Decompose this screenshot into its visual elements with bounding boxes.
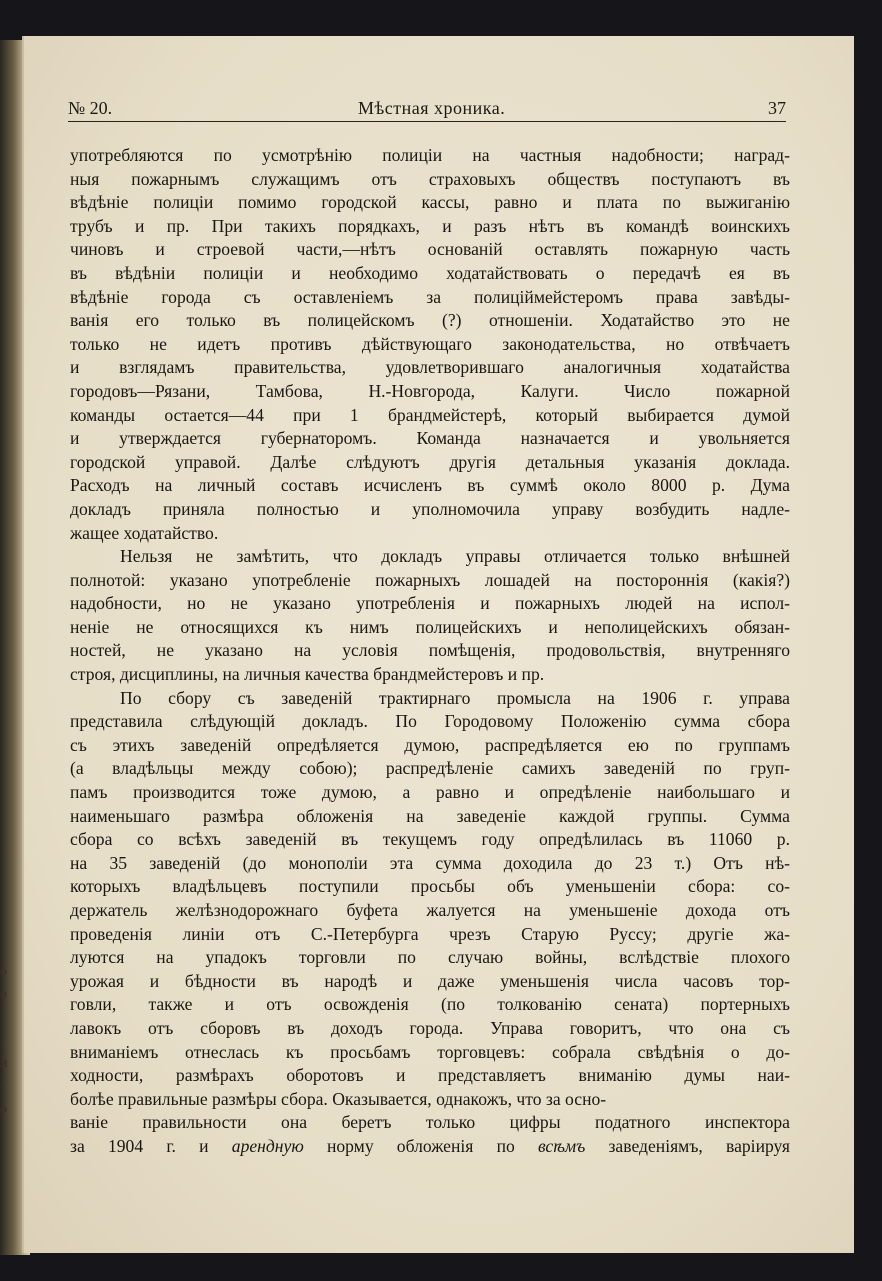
text-line: городской управой. Далѣе слѣдуютъ другія детальныя указанія доклада. bbox=[70, 451, 790, 472]
text-line: Расходъ на личный составъ исчисленъ въ суммѣ около 8000 р. Дума bbox=[70, 475, 790, 496]
text-line bbox=[70, 1135, 790, 1159]
text-line: луются на упадокъ торговли по случаю войны, вслѣдствіе плохого bbox=[70, 947, 790, 968]
text-line: ныя пожарнымъ служащимъ отъ страховыхъ обществъ поступаютъ въ bbox=[70, 168, 790, 189]
italic-span: всѣмъ bbox=[537, 1135, 586, 1156]
text-span: за 1904 г. и bbox=[70, 1135, 232, 1156]
text-line: строя, дисциплины, на личныя качества брандмейстеровъ и пр. bbox=[70, 664, 545, 685]
text-line: только не идетъ противъ дѣйствующаго законодательства, но отвѣчаетъ bbox=[70, 333, 790, 354]
text-line: городовъ—Рязани, Тамбова, Н.-Новгорода, Калуги. Число пожарной bbox=[70, 380, 790, 401]
header-rule bbox=[68, 121, 786, 122]
text-line: вѣдѣніе города съ оставленіемъ за полиціймейстеромъ права завѣды- bbox=[70, 286, 790, 307]
issue-number: № 20. bbox=[68, 98, 113, 118]
adjacent-page-margin-text: о о - , и - о bbox=[0, 964, 8, 1117]
text-line: (а владѣльцы между собою); распредѣленіе самихъ заведеній по груп- bbox=[70, 758, 790, 779]
text-line: трубъ и пр. При такихъ порядкахъ, и разъ нѣтъ въ командѣ воинскихъ bbox=[70, 215, 790, 236]
text-line: Нельзя не замѣтить, что докладъ управы отличается только внѣшней bbox=[120, 546, 790, 567]
text-line: чиновъ и строевой части,—нѣтъ основаній оставлять пожарную часть bbox=[70, 239, 790, 260]
text-line: жащее ходатайство. bbox=[70, 522, 219, 543]
text-span: норму обложенія по bbox=[303, 1135, 538, 1156]
text-line: ванія его только въ полицейскомъ (?) отношеніи. Ходатайство это не bbox=[70, 310, 790, 331]
text-line: вниманіемъ отнеслась къ просьбамъ торговцевъ: собрала свѣдѣнія о до- bbox=[70, 1041, 790, 1062]
paragraph bbox=[70, 545, 790, 687]
text-line: урожая и бѣдности въ народѣ и даже уменьшенія числа часовъ тор- bbox=[70, 970, 790, 991]
text-line: ностей, не указано на условія помѣщенія, продовольствія, внутренняго bbox=[70, 640, 790, 661]
text-line: на 35 заведеній (до монополіи эта сумма доходила до 23 т.) Отъ нѣ- bbox=[70, 852, 790, 873]
text-line: полнотой: указано употребленіе пожарныхъ лошадей на постороннія (какія?) bbox=[70, 569, 790, 590]
text-line: говли, также и отъ освожденія (по толкованію сената) портерныхъ bbox=[70, 994, 790, 1015]
text-line: наименьшаго размѣра обложенія на заведеніе каждой группы. Сумма bbox=[70, 805, 790, 826]
text-line: съ этихъ заведеній опредѣляется думою, распредѣляется ею по группамъ bbox=[70, 734, 790, 755]
text-line: употребляются по усмотрѣнію полиціи на частныя надобности; наград- bbox=[70, 145, 790, 165]
text-line: болѣе правильные размѣры сбора. Оказывается, однакожъ, что за осно- bbox=[70, 1088, 607, 1109]
paragraph bbox=[70, 144, 790, 545]
text-line: сбора со всѣхъ заведеній въ текущемъ году опредѣлилась въ 11060 р. bbox=[70, 829, 790, 850]
text-line: держатель желѣзнодорожнаго буфета жалуется на уменьшеніе дохода отъ bbox=[70, 900, 790, 920]
page-number: 37 bbox=[768, 98, 786, 118]
text-line: и утверждается губернаторомъ. Команда назначается и увольняется bbox=[70, 428, 790, 449]
text-span: заведеніямъ, варіируя bbox=[585, 1135, 790, 1156]
text-line: надобности, но не указано употребленія и пожарныхъ людей на испол- bbox=[70, 593, 790, 614]
text-line: представила слѣдующій докладъ. По Городовому Положенію сумма сбора bbox=[70, 711, 790, 732]
article-body bbox=[70, 144, 790, 1159]
running-header bbox=[68, 98, 786, 122]
paragraph-end bbox=[70, 1111, 790, 1158]
text-line: проведенія линіи отъ С.-Петербурга чрезъ Старую Руссу; другіе жа- bbox=[70, 923, 790, 944]
text-line: ходности, размѣрахъ оборотовъ и представляетъ вниманію думы наи- bbox=[70, 1065, 790, 1086]
paragraph bbox=[70, 687, 790, 1112]
text-line: неніе не относящихся къ нимъ полицейскихъ и неполицейскихъ обязан- bbox=[70, 616, 790, 637]
text-line: памъ производится тоже думою, а равно и опредѣленіе наибольшаго и bbox=[70, 782, 790, 803]
text-line: По сбору съ заведеній трактирнаго промысла на 1906 г. управа bbox=[120, 687, 790, 708]
text-line: которыхъ владѣльцевъ поступили просьбы объ уменьшеніи сбора: со- bbox=[70, 876, 790, 897]
text-line: вѣдѣніе полиціи помимо городской кассы, равно и плата по выжиганію bbox=[70, 192, 790, 213]
section-title: Мѣстная хроника. bbox=[358, 98, 506, 118]
text-line: ваніе правильности она беретъ только цифры податного инспектора bbox=[70, 1112, 790, 1133]
text-line: докладъ приняла полностью и уполномочила управу возбудить надле- bbox=[70, 498, 790, 519]
text-line: лавокъ отъ сборовъ въ доходъ города. Управа говоритъ, что она съ bbox=[70, 1017, 790, 1038]
italic-span: арендную bbox=[231, 1135, 304, 1156]
text-line: и взглядамъ правительства, удовлетворившаго аналогичныя ходатайства bbox=[70, 357, 790, 378]
text-line: команды остается—44 при 1 брандмейстерѣ, который выбирается думой bbox=[70, 404, 790, 425]
text-line: въ вѣдѣніи полиціи и необходимо ходатайствовать о передачѣ ея въ bbox=[70, 262, 790, 283]
book-page bbox=[22, 36, 854, 1253]
